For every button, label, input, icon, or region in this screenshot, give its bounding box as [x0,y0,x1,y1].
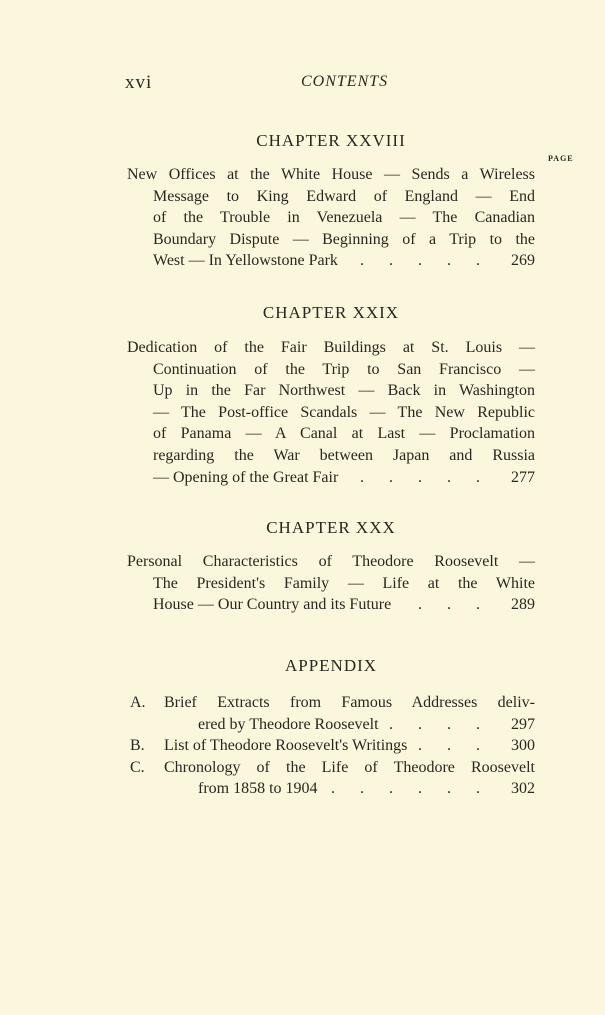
dot-leader: ..... [360,468,505,486]
entry-line: Personal Characteristics of Theodore Roosevelt — [127,553,535,570]
appendix-item [130,692,535,714]
page-numeral: xvi [125,72,153,93]
page-number: 302 [511,780,535,798]
appendix-label: A. [130,694,146,711]
entry-last-line [127,467,535,489]
dot-leader: .... [389,715,505,733]
appendix-line: Brief Extracts from Famous Addresses deliv- [164,694,535,711]
dot-leader: ... [418,737,505,755]
entry-line: New Offices at the White House — Sends a Wireless [127,166,535,183]
chapter-heading: CHAPTER XXIX [262,303,400,322]
appendix-item-continued [130,714,535,736]
toc-entry [127,551,535,616]
entry-line: The President's Family — Life at the White [153,574,535,592]
appendix-line: ered by Theodore Roosevelt [198,715,379,733]
appendix-list [130,692,535,800]
entry-line: regarding the War between Japan and Russia [153,446,535,464]
appendix-item [130,735,535,757]
appendix-line: Chronology of the Life of Theodore Roosevelt [164,758,535,776]
entry-last-line [127,594,535,616]
entry-line: Up in the Far Northwest — Back in Washington [153,382,535,400]
toc-entry [127,337,535,488]
dot-leader: ...... [331,780,505,798]
entry-line: Boundary Dispute — Beginning of a Trip to the [153,230,535,248]
appendix-heading: APPENDIX [284,656,378,675]
entry-line: — The Post-office Scandals — The New Republic [153,403,535,421]
chapter-heading: CHAPTER XXVIII [256,131,406,150]
appendix-item-continued [130,778,535,800]
entry-line: Dedication of the Fair Buildings at St. Louis — [127,339,535,356]
entry-line: House — Our Country and its Future [153,596,392,614]
dot-leader: ... [418,596,505,614]
appendix-last-line [198,778,535,800]
appendix-item [130,757,535,779]
entry-line: West — In Yellowstone Park [153,252,338,270]
entry-line: of Panama — A Canal at Last — Proclamation [153,425,535,443]
chapter-heading: CHAPTER XXX [266,518,396,537]
page-number: 277 [511,468,535,486]
running-title: CONTENTS [301,73,389,90]
entry-last-line [127,250,535,272]
appendix-last-line [198,714,535,736]
page-number: 269 [511,252,535,270]
page-number: 289 [511,596,535,614]
appendix-last-line [164,735,535,757]
page-column-label: PAGE [548,154,574,163]
appendix-line: from 1858 to 1904 [198,780,318,798]
entry-line: Continuation of the Trip to San Francisco — [153,360,535,378]
entry-line: Message to King Edward of England — End [153,187,535,205]
page-number: 300 [511,737,535,755]
appendix-label: B. [130,737,145,755]
entry-line: — Opening of the Great Fair [153,468,339,486]
dot-leader: ..... [360,252,505,270]
appendix-line: List of Theodore Roosevelt's Writings [164,737,408,755]
appendix-label: C. [130,758,145,776]
running-head [125,72,537,94]
toc-entry [127,164,535,272]
page-number: 297 [511,715,535,733]
entry-line: of the Trouble in Venezuela — The Canadian [153,209,535,227]
